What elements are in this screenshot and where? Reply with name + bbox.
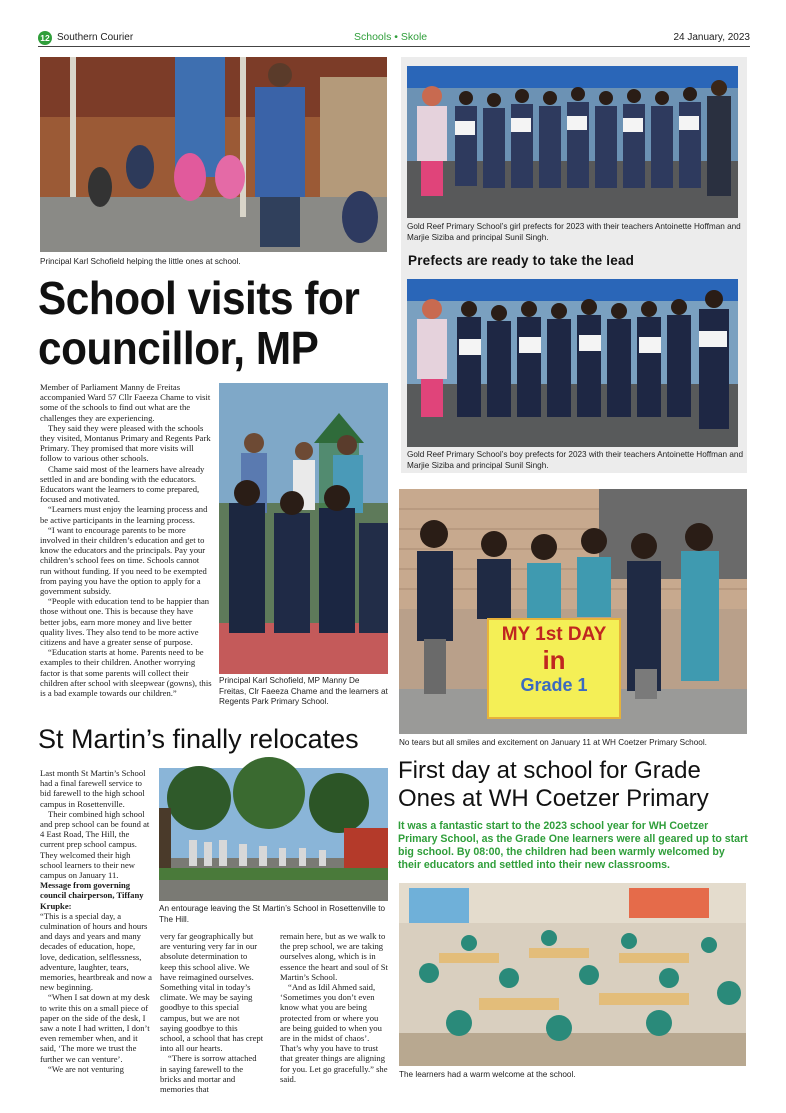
page-number-badge: 12 bbox=[38, 31, 52, 45]
grade1-sign-line1: MY 1st DAY bbox=[501, 624, 607, 645]
paragraph: “We are not venturing bbox=[48, 1063, 124, 1074]
grade1-sign-line3: Grade 1 bbox=[520, 675, 588, 695]
paragraph: They said they were pleased with the schools they visited, Montanus Primary and Regents Park Primary. They promised that more visits will follow to various other schools. bbox=[40, 422, 211, 464]
paragraph: “Education starts at home. Parents need to be examples to their children. Another worrying factor is that some parents will collect their children after school with sleepwear (gowns), this is a bad example towards our children.” bbox=[40, 647, 212, 699]
headline-prefects: Prefects are ready to take the lead bbox=[408, 253, 635, 268]
paragraph: “And as Idil Ahmed said, ‘Sometimes you don’t even know what you are being protected from or where you are being guided to when you are in the midst of chaos’. That’s why you have to trust that greater things are aligning for you. Let go gracefully.” she said. bbox=[280, 982, 388, 1084]
coetzer-intro: It was a fantastic start to the 2023 school year for WH Coetzer Primary School, as the Grade One learners were all geared up to start big school. By 08:00, the children had been warmly welcomed by their educators and settled into their new classrooms. bbox=[398, 820, 748, 871]
photo-principal-helping bbox=[40, 57, 387, 252]
paragraph: “Learners must enjoy the learning process and be active participants in the learning process. bbox=[40, 504, 208, 525]
paragraph: Last month St Martin’s School had a final farewell service to bid farewell to the high school campus in Rosettenville. bbox=[40, 768, 146, 809]
article-st-martins-col3 bbox=[280, 931, 388, 1083]
paragraph: remain here, but as we walk to the prep school, we are taking ourselves along, which is in essence the heart and soul of St Martin’s School. bbox=[280, 931, 388, 982]
section-label: Schools • Skole bbox=[354, 31, 428, 43]
headline-coetzer-line1: First day at school for Grade bbox=[398, 757, 701, 784]
paragraph: “People with education tend to be happier than those without one. This is because they have better jobs, earn more money and live better quality lives. They also tend to be more active citizens and have a greater sense of purpose. bbox=[40, 596, 210, 648]
photo-classroom bbox=[399, 883, 746, 1066]
publication-name: Southern Courier bbox=[57, 32, 134, 43]
article-councillor-body bbox=[40, 382, 212, 730]
caption-boy-prefects: Gold Reef Primary School’s boy prefects for 2023 with their teachers Antoinette Hoffman and Marjie Siziba and principal Sunil Singh. bbox=[407, 450, 744, 470]
headline-school-visits-line1: School visits for bbox=[38, 272, 360, 324]
caption-principal-helping: Principal Karl Schofield helping the little ones at school. bbox=[40, 257, 241, 266]
article-st-martins-col1 bbox=[40, 768, 152, 1083]
paragraph: “There is sorrow attached in saying farewell to the bricks and mortar and memories that bbox=[160, 1053, 257, 1095]
headline-st-martins: St Martin’s finally relocates bbox=[38, 724, 359, 754]
paragraph: Member of Parliament Manny de Freitas accompanied Ward 57 Cllr Faeeza Chame to visit some of the schools to find out what are the challenges they are experiencing. bbox=[40, 382, 211, 423]
issue-date: 24 January, 2023 bbox=[673, 32, 750, 43]
paragraph: Chame said most of the learners have already settled in and are bonding with the educators. Educators want the learners to come prepared, focused and motivated. bbox=[40, 463, 205, 505]
paragraph: “This is a special day, a culmination of hours and hours and days and years and many decades of education, hope, love, dedication, selflessness, adventure, laughter, tears, memories, heartbreak and now a new beginning. bbox=[40, 910, 152, 993]
headline-coetzer-line2: Ones at WH Coetzer Primary bbox=[398, 785, 709, 812]
caption-regents-park: Principal Karl Schofield, MP Manny De Freitas, Clr Faeeza Chame and the learners at Regents Park Primary School. bbox=[219, 676, 388, 706]
caption-girl-prefects: Gold Reef Primary School’s girl prefects for 2023 with their teachers Antoinette Hoffman and Marjie Siziba and principal Sunil Singh. bbox=[407, 222, 741, 242]
caption-st-martins-entourage: An entourage leaving the St Martin’s School in Rosettenville to The Hill. bbox=[159, 904, 386, 924]
paragraph: “When I sat down at my desk to write this on a small piece of paper on the side of the desk, I saw a note I had written, I don’t even remember when, and it said, ‘The more we trust the further we can venture’. bbox=[40, 992, 150, 1064]
photo-regents-park bbox=[219, 383, 388, 674]
headline-school-visits-line2: councillor, MP bbox=[38, 322, 319, 374]
grade1-sign bbox=[487, 618, 621, 719]
page-header bbox=[38, 30, 750, 47]
article-st-martins-col2 bbox=[160, 931, 264, 1095]
photo-st-martins-entourage bbox=[159, 768, 388, 901]
paragraph: very far geographically but are venturing very far in our absolute determination to keep this school alive. We have reimagined ourselves. Something vital in today’s climate. We may be saying goodbye to this special campus, but we are not saying goodbye to this school, a school that has crept into all our hearts. bbox=[160, 931, 264, 1054]
photo-grade1-sign bbox=[399, 489, 747, 734]
paragraph: Their combined high school and prep school can be found at 4 East Road, The Hill, the current prep school campus. They welcomed their high school learners to their new campus on January 11. bbox=[40, 808, 150, 881]
headline-coetzer bbox=[398, 757, 748, 813]
headline-school-visits bbox=[38, 273, 360, 373]
paragraph: “I want to encourage parents to be more involved in their children’s education and get to know the educators and the principals. Pay your children’s school fees on time. Schools cannot run without funding. If you need to be exempted from paying you have the option to apply for a government subsidy. bbox=[40, 524, 207, 597]
grade1-sign-line2: in bbox=[542, 645, 566, 675]
photo-girl-prefects bbox=[407, 66, 738, 218]
caption-classroom: The learners had a warm welcome at the school. bbox=[399, 1070, 576, 1079]
photo-boy-prefects bbox=[407, 279, 738, 447]
caption-grade1-sign: No tears but all smiles and excitement on January 11 at WH Coetzer Primary School. bbox=[399, 738, 707, 747]
subheading: Message from governing council chairperson, Tiffany Krupke: bbox=[40, 880, 144, 911]
